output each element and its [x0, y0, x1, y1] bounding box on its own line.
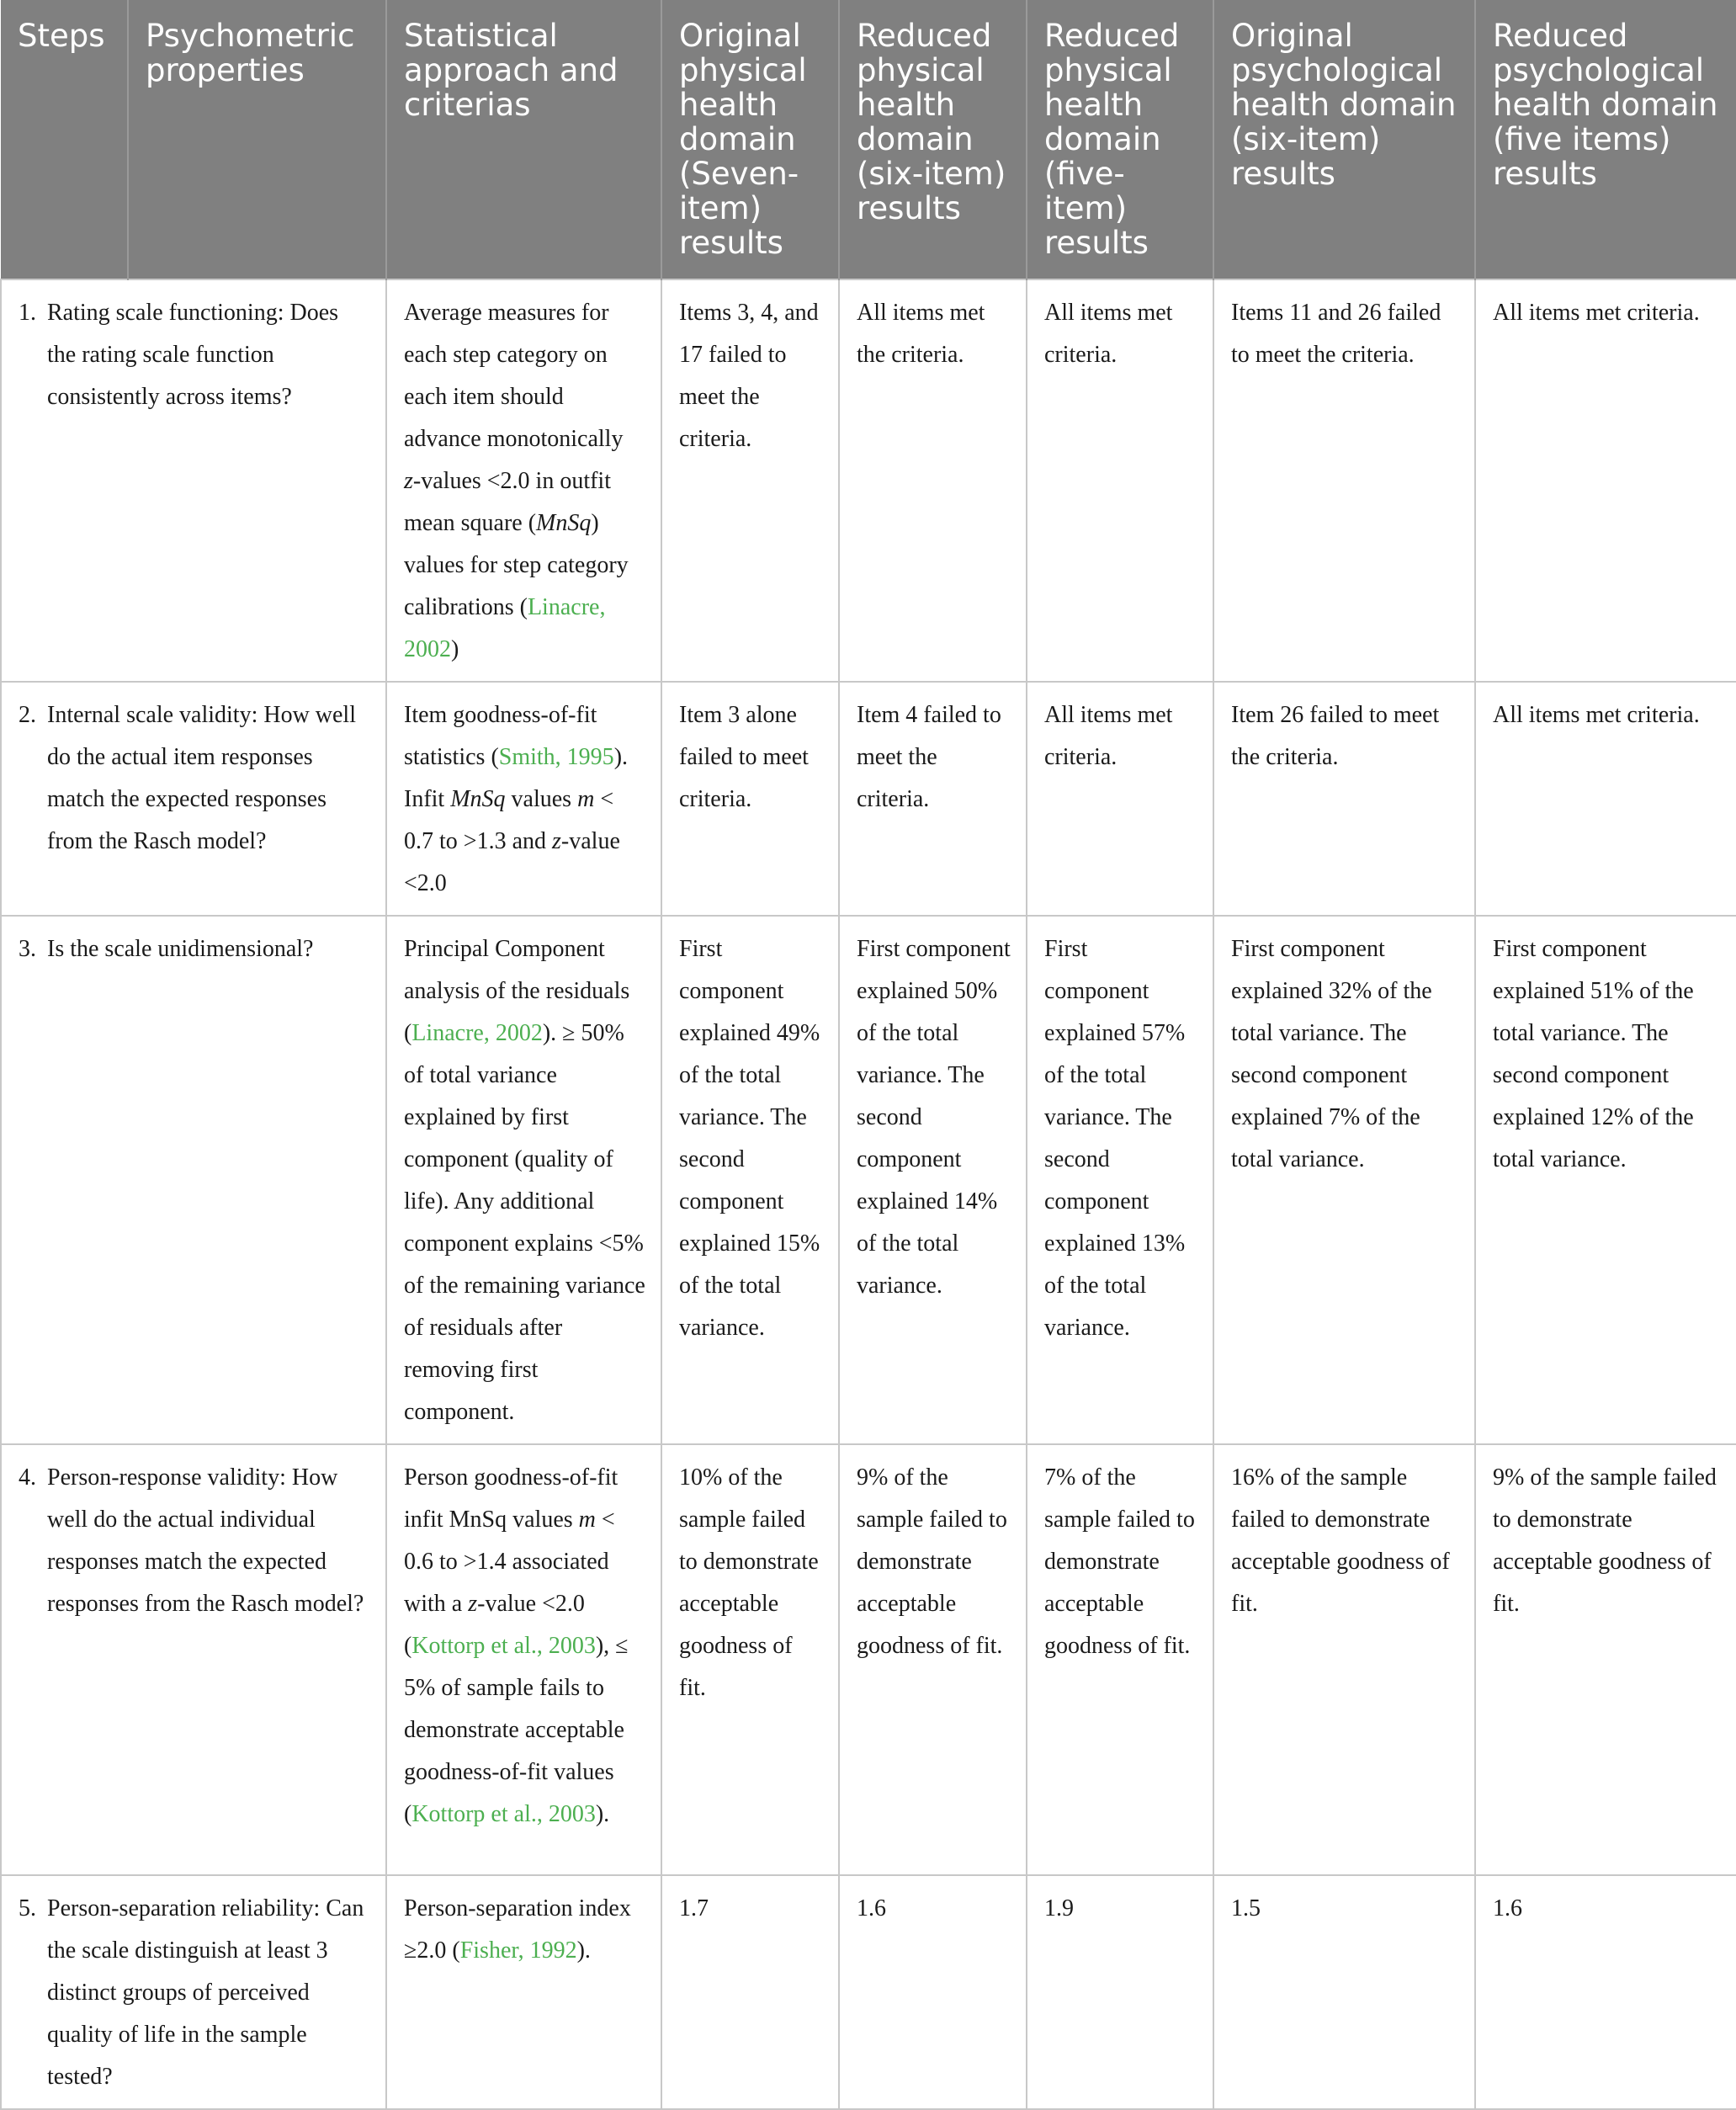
step-cell	[1, 1875, 386, 2109]
result-reduced-physical-5: First component explained 57% of the total variance. The second component explained 13% of the total variance.	[1027, 916, 1213, 1444]
step-cell	[1, 1444, 386, 1875]
table-row	[1, 1875, 1736, 2109]
result-original-psychological: 16% of the sample failed to demonstrate acceptable goodness of fit.	[1213, 1444, 1475, 1875]
step-number: 3.	[19, 936, 36, 962]
header-original-physical-7: Original physical health domain (Seven-item) results	[661, 0, 839, 279]
header-reduced-psychological-5: Reduced psychological health domain (five items) results	[1475, 0, 1736, 279]
result-original-physical: 10% of the sample failed to demonstrate acceptable goodness of fit.	[661, 1444, 839, 1875]
criteria-cell: Item goodness-of-fit statistics (Smith, 1995). Infit MnSq values m < 0.7 to >1.3 and z-value <2.0	[386, 682, 661, 916]
citation-link[interactable]: Smith, 1995	[498, 744, 614, 770]
step-cell	[1, 682, 386, 916]
result-reduced-physical-6: All items met the criteria.	[839, 279, 1027, 682]
header-psychometric-properties: Psychometric properties	[128, 0, 386, 279]
result-original-psychological: Item 26 failed to meet the criteria.	[1213, 682, 1475, 916]
step-text: Is the scale unidimensional?	[47, 936, 314, 962]
step-text: Internal scale validity: How well do the actual item responses match the expected responses from the Rasch model?	[47, 702, 356, 854]
table-row	[1, 916, 1736, 1444]
result-original-psychological: 1.5	[1213, 1875, 1475, 2109]
citation-link[interactable]: Kottorp et al., 2003	[411, 1801, 596, 1827]
step-text: Rating scale functioning: Does the rating scale function consistently across items?	[47, 300, 339, 410]
citation-link[interactable]: Linacre, 2002	[404, 594, 606, 662]
table-row	[1, 1444, 1736, 1875]
criteria-cell: Principal Component analysis of the residuals (Linacre, 2002). ≥ 50% of total variance explained by first component (quality of life). Any additional component explains <5% of the remaining variance of residuals after removing first component.	[386, 916, 661, 1444]
result-original-physical: Item 3 alone failed to meet criteria.	[661, 682, 839, 916]
criteria-cell: Person goodness-of-fit infit MnSq values m < 0.6 to >1.4 associated with a z-value <2.0 (Kottorp et al., 2003), ≤ 5% of sample fails to demonstrate acceptable goodness-of-fit values (Kottorp et al., 2003).	[386, 1444, 661, 1875]
result-reduced-physical-6: 1.6	[839, 1875, 1027, 2109]
result-reduced-physical-6: Item 4 failed to meet the criteria.	[839, 682, 1027, 916]
result-original-psychological: First component explained 32% of the total variance. The second component explained 7% of the total variance.	[1213, 916, 1475, 1444]
result-original-physical: 1.7	[661, 1875, 839, 2109]
criteria-cell: Person-separation index ≥2.0 (Fisher, 1992).	[386, 1875, 661, 2109]
header-reduced-physical-5: Reduced physical health domain (five-item) results	[1027, 0, 1213, 279]
step-text: Person-separation reliability: Can the scale distinguish at least 3 distinct groups of perceived quality of life in the sample tested?	[47, 1895, 364, 2090]
step-number: 4.	[19, 1464, 36, 1491]
step-number: 1.	[19, 300, 36, 326]
header-steps: Steps	[1, 0, 128, 279]
step-number: 5.	[19, 1895, 36, 1921]
result-reduced-physical-5: 7% of the sample failed to demonstrate acceptable goodness of fit.	[1027, 1444, 1213, 1875]
result-reduced-psychological: First component explained 51% of the total variance. The second component explained 12% of the total variance.	[1475, 916, 1736, 1444]
result-reduced-psychological: All items met criteria.	[1475, 279, 1736, 682]
header-reduced-physical-6: Reduced physical health domain (six-item) results	[839, 0, 1027, 279]
criteria-cell: Average measures for each step category on each item should advance monotonically z-values <2.0 in outfit mean square (MnSq) values for step category calibrations (Linacre, 2002)	[386, 279, 661, 682]
step-number: 2.	[19, 702, 36, 728]
header-row	[1, 0, 1736, 279]
table-row	[1, 682, 1736, 916]
result-reduced-psychological: 1.6	[1475, 1875, 1736, 2109]
result-reduced-physical-5: 1.9	[1027, 1875, 1213, 2109]
result-original-psychological: Items 11 and 26 failed to meet the criteria.	[1213, 279, 1475, 682]
citation-link[interactable]: Linacre, 2002	[411, 1020, 543, 1046]
result-reduced-physical-6: First component explained 50% of the total variance. The second component explained 14% of the total variance.	[839, 916, 1027, 1444]
result-reduced-psychological: All items met criteria.	[1475, 682, 1736, 916]
result-reduced-physical-5: All items met criteria.	[1027, 279, 1213, 682]
result-original-physical: Items 3, 4, and 17 failed to meet the criteria.	[661, 279, 839, 682]
step-cell	[1, 279, 386, 682]
result-reduced-physical-5: All items met criteria.	[1027, 682, 1213, 916]
citation-link[interactable]: Kottorp et al., 2003	[411, 1633, 596, 1659]
result-reduced-physical-6: 9% of the sample failed to demonstrate acceptable goodness of fit.	[839, 1444, 1027, 1875]
result-reduced-psychological: 9% of the sample failed to demonstrate acceptable goodness of fit.	[1475, 1444, 1736, 1875]
citation-link[interactable]: Fisher, 1992	[459, 1937, 577, 1964]
header-original-psychological-6: Original psychological health domain (six-item) results	[1213, 0, 1475, 279]
step-cell	[1, 916, 386, 1444]
result-original-physical: First component explained 49% of the total variance. The second component explained 15% of the total variance.	[661, 916, 839, 1444]
header-statistical-approach: Statistical approach and criterias	[386, 0, 661, 279]
step-text: Person-response validity: How well do the actual individual responses match the expected responses from the Rasch model?	[47, 1464, 364, 1617]
table-row	[1, 279, 1736, 682]
